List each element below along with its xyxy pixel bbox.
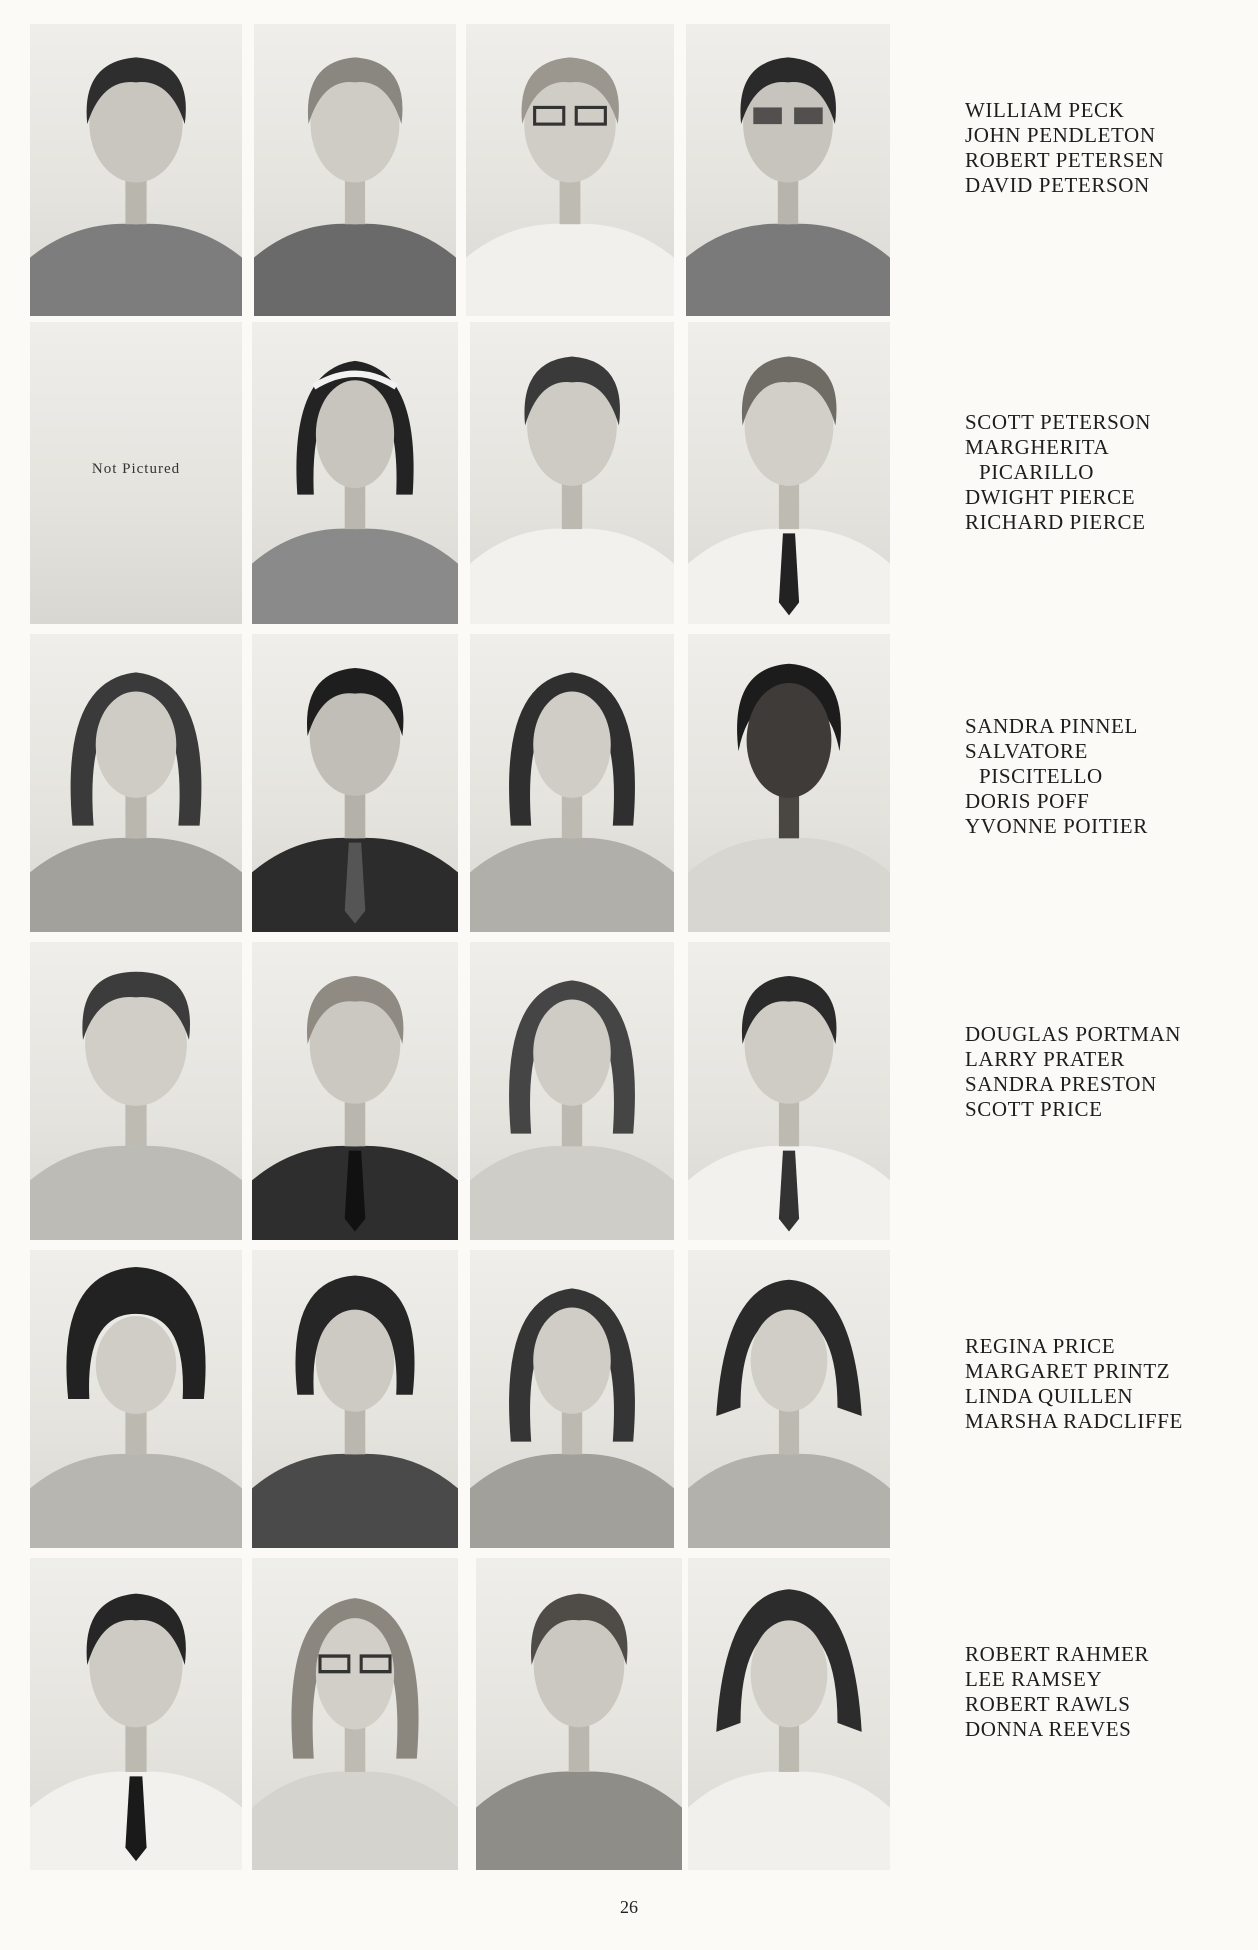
portrait-photo: [688, 942, 890, 1240]
student-name: DORIS POFF: [965, 789, 1090, 813]
student-name: SCOTT PETERSON: [965, 410, 1151, 434]
portrait-photo: [252, 942, 458, 1240]
student-name: LINDA QUILLEN: [965, 1384, 1134, 1408]
portrait-photo: [30, 1558, 242, 1870]
portrait-photo: [470, 1250, 674, 1548]
names-column: [965, 714, 1148, 839]
portrait-row-2: [30, 322, 1258, 624]
portrait-photo: [252, 1558, 458, 1870]
student-name: ROBERT PETERSEN: [965, 148, 1165, 172]
student-name: LARRY PRATER: [965, 1047, 1125, 1071]
portrait-photo: [254, 24, 456, 316]
student-name: LEE RAMSEY: [965, 1667, 1103, 1691]
page-number: 26: [620, 1897, 638, 1917]
student-name: MARGHERITA: [965, 435, 1110, 459]
student-name: JOHN PENDLETON: [965, 123, 1156, 147]
student-name: RICHARD PIERCE: [965, 510, 1146, 534]
student-name: MARGARET PRINTZ: [965, 1359, 1171, 1383]
student-name: SANDRA PRESTON: [965, 1072, 1157, 1096]
portrait-photo: [686, 24, 890, 316]
student-name: DWIGHT PIERCE: [965, 485, 1136, 509]
student-name: YVONNE POITIER: [965, 814, 1148, 838]
portrait-photo: [470, 322, 674, 624]
portrait-photo: [252, 322, 458, 624]
names-column: [965, 1022, 1181, 1122]
student-name: WILLIAM PECK: [965, 98, 1125, 122]
student-name-continued: PISCITELLO: [979, 764, 1103, 788]
student-name: SANDRA PINNEL: [965, 714, 1138, 738]
not-pictured-placeholder: [30, 322, 242, 624]
portrait-photo: [688, 322, 890, 624]
portrait-photo: [688, 634, 890, 932]
portrait-photo: [30, 634, 242, 932]
student-name: DOUGLAS PORTMAN: [965, 1022, 1182, 1046]
student-name: MARSHA RADCLIFFE: [965, 1409, 1183, 1433]
portrait-photo: [470, 942, 674, 1240]
student-name-continued: PICARILLO: [979, 460, 1095, 484]
student-name: REGINA PRICE: [965, 1334, 1116, 1358]
not-pictured-label: Not Pictured: [91, 460, 181, 477]
portrait-photo: [30, 1250, 242, 1548]
names-column: [965, 1334, 1183, 1434]
names-column: [965, 1642, 1149, 1742]
portrait-row-6: [30, 1558, 1258, 1870]
portrait-row-1: [30, 24, 1258, 316]
portrait-photo: [30, 24, 242, 316]
portrait-photo: [688, 1558, 890, 1870]
portrait-photo: [476, 1558, 682, 1870]
names-column: [965, 410, 1151, 535]
portrait-photo: [30, 942, 242, 1240]
student-name: DONNA REEVES: [965, 1717, 1132, 1741]
portrait-photo: [252, 634, 458, 932]
portrait-photo: [470, 634, 674, 932]
portrait-photo: [466, 24, 674, 316]
portrait-photo: [688, 1250, 890, 1548]
student-name: ROBERT RAWLS: [965, 1692, 1131, 1716]
names-column: [965, 98, 1164, 198]
student-name: DAVID PETERSON: [965, 173, 1150, 197]
portrait-row-3: [30, 634, 1258, 932]
portrait-row-4: [30, 942, 1258, 1240]
portrait-photo: [252, 1250, 458, 1548]
portrait-row-5: [30, 1250, 1258, 1548]
student-name: SALVATORE: [965, 739, 1088, 763]
student-name: ROBERT RAHMER: [965, 1642, 1150, 1666]
student-name: SCOTT PRICE: [965, 1097, 1103, 1121]
